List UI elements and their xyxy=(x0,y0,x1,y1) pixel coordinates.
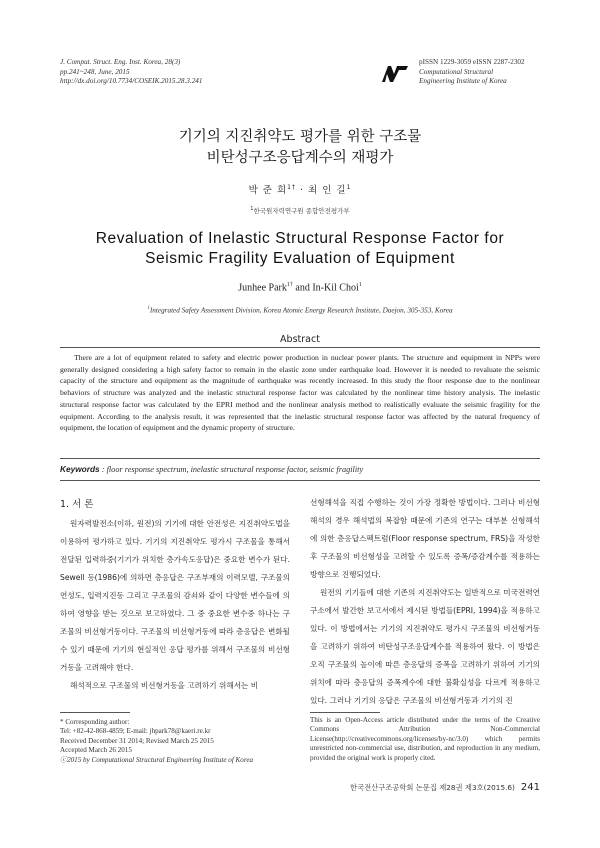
author-ko-2-sup: 1 xyxy=(346,183,352,191)
author-en-2-sup: 1 xyxy=(358,282,362,288)
english-affiliation xyxy=(0,306,600,314)
korean-affiliation xyxy=(0,206,600,215)
author-en-2: and In-Kil Choi xyxy=(292,282,359,294)
footnote-rule-left xyxy=(60,712,130,713)
abstract-heading: Abstract xyxy=(280,334,320,345)
keywords-label: Keywords xyxy=(60,464,100,474)
affil-ko-sup: 1 xyxy=(250,206,254,212)
journal-citation-line: J. Comput. Struct. Eng. Inst. Korea, 28(3) xyxy=(60,58,181,66)
right-paragraph-2: 원전의 기기들에 대한 기존의 지진취약도는 일반적으로 미국전력연구소에서 발간한 보고서에서 제시된 방법들(EPRI, 1994)을 적용하고 있다. 이 방법에서는 기기의 지진취약도 평가시 구조물의 비선형거동을 고려하기 위하여 비탄성구조응답계수를 적용하여 왔다. 이 방법은 오직 구조물의 높이에 따른 층응답의 증폭을 고려하기 위하여 기기의 위치에 따라 층응답의 증폭계수에 대한 불확실성을 다르게 적용하고 있다. 그러나 기기의 응답은 구조물의 비선형거동과 기기의 진 xyxy=(310,588,540,705)
left-column xyxy=(60,515,290,695)
english-title-line-1: Revaluation of Inelastic Structural Response Factor for xyxy=(95,230,505,247)
journal-pages-line: pp.241~248, June, 2015 xyxy=(60,67,130,76)
abstract-top-rule xyxy=(60,347,540,348)
author-ko-1: 박 준 희 xyxy=(248,185,288,196)
journal-footer: 한국전산구조공학회 논문집 제28권 제3호(2015.6) xyxy=(350,783,515,792)
cosek-logo-icon xyxy=(380,62,410,84)
affil-ko-text: 한국원자력연구원 종합안전평가부 xyxy=(253,207,350,216)
page-footer xyxy=(350,782,540,793)
footnote-rule-right xyxy=(310,712,380,713)
accepted-date: Accepted March 26 2015 xyxy=(60,746,132,755)
issn-block xyxy=(419,58,525,87)
right-column xyxy=(310,494,540,710)
issn-line: pISSN 1229-3059 eISSN 2287-2302 xyxy=(419,58,525,66)
publisher-line-1: Computational Structural xyxy=(419,67,494,76)
author-en-1-sup: 1† xyxy=(286,282,293,288)
footnote-left xyxy=(60,718,295,765)
left-paragraph-2: 해석적으로 구조물의 비선형거동을 고려하기 위해서는 비 xyxy=(70,681,259,690)
english-authors xyxy=(0,282,600,293)
left-paragraph-1: 원자력발전소(이하, 원전)의 기기에 대한 안전성은 지진취약도법을 이용하여 평가하고 있다. 기기의 지진취약도 평가시 구조물을 통해서 전달된 입력하중(기기가 위치한 층가속도응답)은 중요한 변수가 된다. Sewell 등(1986)에 의하면 층응답은 구조부재의 이력모델, 구조물의 연성도, 입력지진동 그리고 구조물의 감쇠와 같이 다양한 변수들에 의하여 영향을 받는 것으로 보고하였다. 그 중 중요한 변수중 하나는 구조물의 비선형거동이다. 구조물의 비선형거동에 따라 층응답은 변화될 수 있기 때문에 기기의 현실적인 응답 평가를 위해서 구조물의 비선형거동을 고려해야 한다. xyxy=(60,519,290,672)
publisher-line-2: Engineering Institute of Korea xyxy=(419,77,507,86)
abstract-bottom-rule xyxy=(60,458,540,459)
affil-en-sup: 1 xyxy=(147,306,150,311)
section-title: 1. 서 론 xyxy=(60,499,94,510)
journal-citation xyxy=(60,58,202,87)
corresponding-author: * Corresponding author: xyxy=(60,718,130,726)
korean-title-line-1: 기기의 지진취약도 평가를 위한 구조물 xyxy=(178,129,422,145)
right-paragraph-1: 선형해석을 직접 수행하는 것이 가장 정확한 방법이다. 그러나 비선형해석의 경우 해석법의 복잡함 때문에 기존의 연구는 대부분 선형해석에 의한 층응답스펙트럼(Floor response spectrum, FRS)을 작성한 후 구조물의 비선형성을 고려할 수 있도록 증폭/증감계수를 적용하는 방향으로 진행되었다. xyxy=(310,498,540,579)
author-ko-1-sup: 1† xyxy=(287,183,296,191)
copyright: ⓒ2015 by Computational Structural Engineering Institute of Korea xyxy=(60,755,254,764)
page-number: 241 xyxy=(520,782,540,793)
doi-link[interactable]: http://dx.doi.org/10.7734/COSEIK.2015.28.3.241 xyxy=(60,77,203,86)
keywords-text: : floor response spectrum, inelastic structural response factor, seismic fragility xyxy=(99,465,364,474)
affil-en-text: Integrated Safety Assessment Division, Korea Atomic Energy Research Institute, Daejon, 305-353, Korea xyxy=(149,306,453,315)
received-date: Received December 31 2014; Revised March 25 2015 xyxy=(60,736,214,745)
author-ko-2: · 최 인 길 xyxy=(295,185,347,196)
korean-title-line-2: 비탄성구조응답계수의 재평가 xyxy=(206,150,394,166)
license-note: This is an Open-Access article distributed under the terms of the Creative Commons Attribution Non-Commercial License(http://creativecommons.org/licenses/by-nc/3.0) which permits unrestricted non-commercial use, distribution, and reproduction in any medium, provided the original work is properly cited. xyxy=(310,716,540,762)
author-en-1: Junhee Park xyxy=(238,282,287,294)
keywords-rule xyxy=(60,480,540,481)
korean-authors xyxy=(0,182,600,196)
contact-info: Tel: +82-42-868-4859; E-mail: jhpark78@kaeri.re.kr xyxy=(60,727,211,736)
abstract-text: There are a lot of equipment related to safety and electric power production in nuclear power plants. The structure and equipment in NPPs were generally designed considering a high safety factor to remain in the elastic zone under earthquake load. However it is needed to revaluate the seismic capacity of the structure and equipment as the magnitude of earthquake was recently increased. In this study the floor response due to the nonlinear behaviors of structure was analyzed and the inelastic structural response factor was calculated by the nonlinear time history analysis. The inelastic structural response factor was calculated by the EPRI method and the nonlinear analysis method to realistically evaluate the seismic fragility for the equipment. According to the analysis result, it was represented that the inelastic structural response factor was affected by the natural frequency of equipment, the location of equipment and the dynamic property of structure. xyxy=(60,353,540,433)
english-title-line-2: Seismic Fragility Evaluation of Equipment xyxy=(145,250,455,267)
keywords xyxy=(60,464,363,474)
